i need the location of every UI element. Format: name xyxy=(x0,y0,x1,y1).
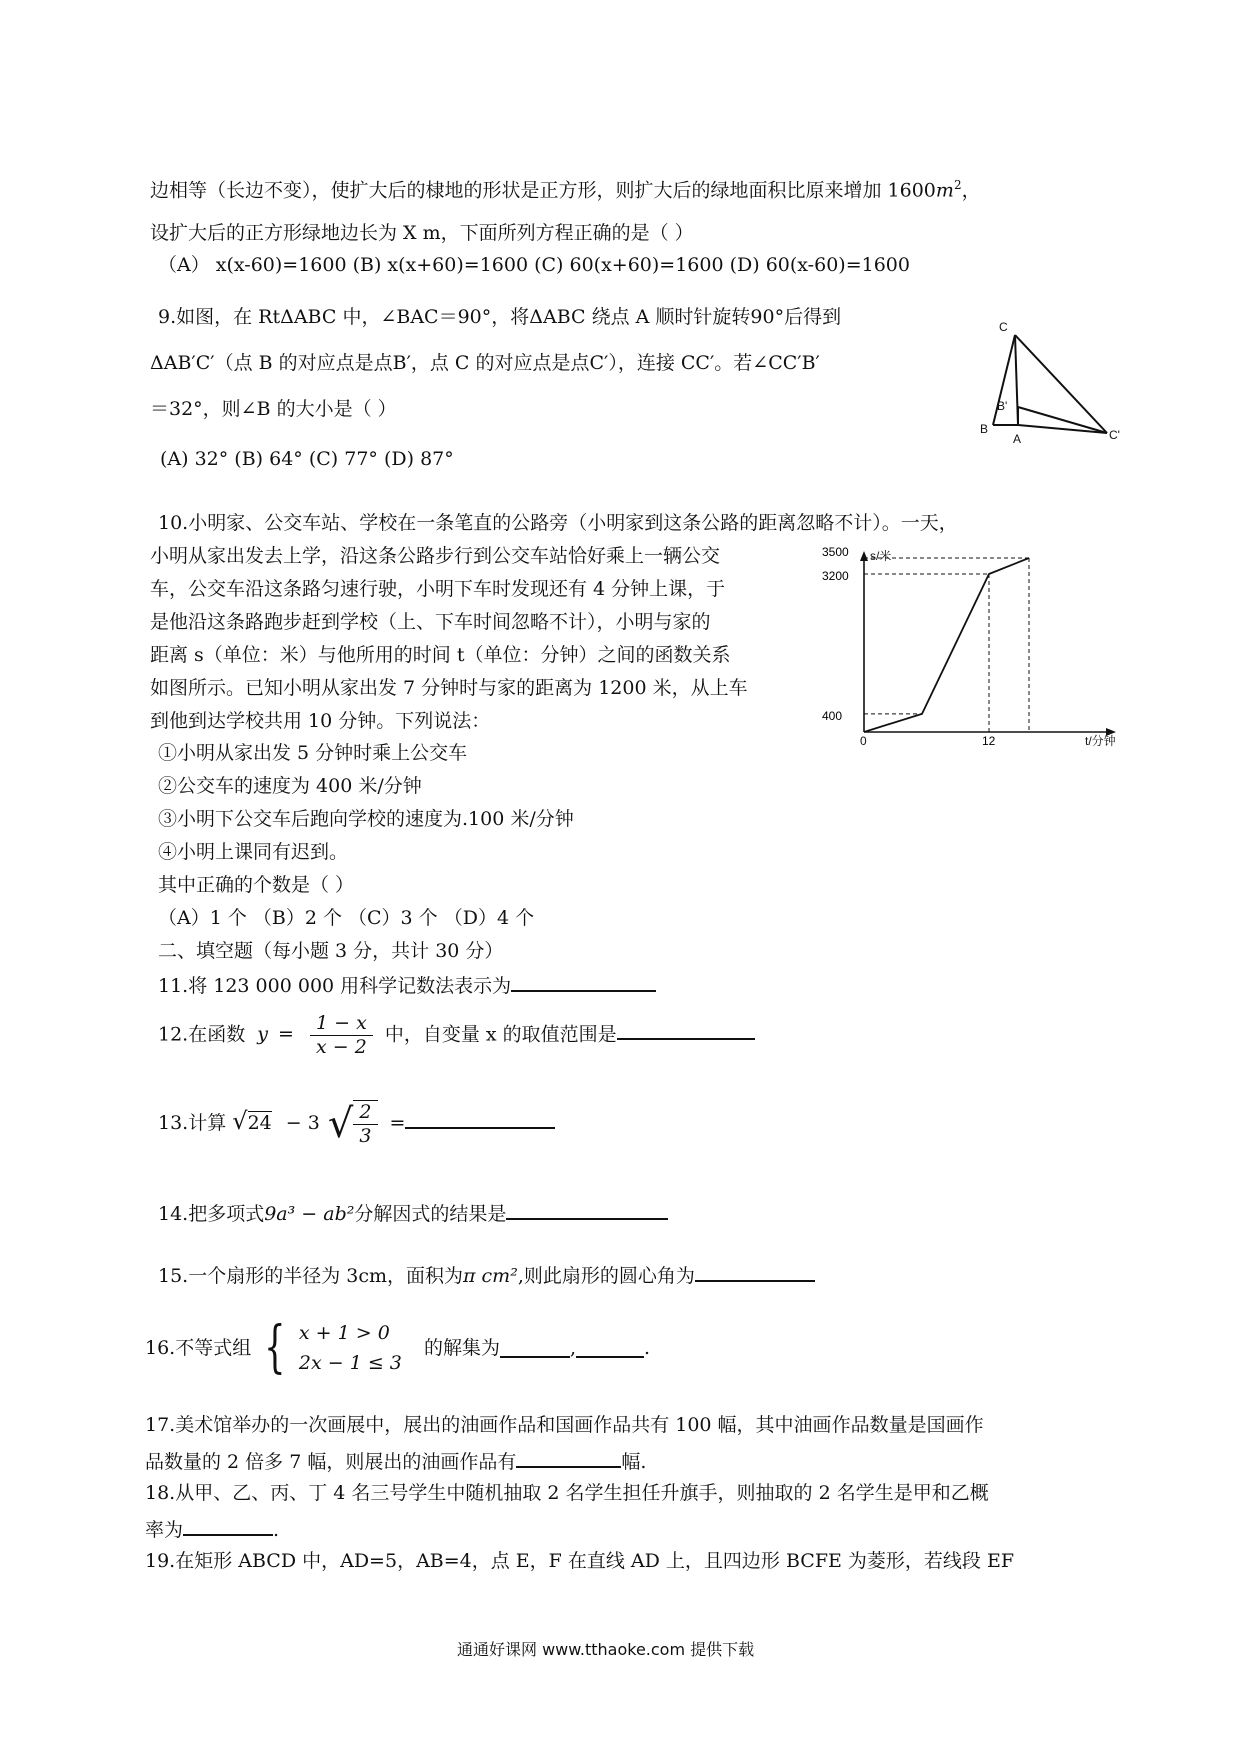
q16-brace: { xyxy=(264,1315,286,1381)
q17-answer-blank[interactable] xyxy=(516,1448,621,1468)
label-c1: C' xyxy=(1109,428,1120,442)
q14: 14.把多项式9a³ − ab²分解因式的结果是 xyxy=(158,1200,668,1226)
q14-answer-blank[interactable] xyxy=(506,1200,668,1220)
section2-heading: 二、填空题（每小题 3 分，共计 30 分） xyxy=(158,940,504,962)
q10-statement-2: ②公交车的速度为 400 米/分钟 xyxy=(158,775,422,797)
q11-answer-blank[interactable] xyxy=(511,972,656,992)
label-b1: B' xyxy=(997,399,1008,413)
q16-answer-blank-1[interactable] xyxy=(500,1338,570,1358)
triangle-figure xyxy=(975,315,1130,450)
x-tick-12: 12 xyxy=(982,734,996,748)
y-tick-3500: 3500 xyxy=(822,545,849,559)
y-axis-label: s/米 xyxy=(870,549,892,563)
q18-line1: 18.从甲、乙、丙、丁 4 名三号学生中随机抽取 2 名学生担任升旗手，则抽取的 2 名学生是甲和乙概 xyxy=(145,1482,989,1504)
q9-line3: ＝32°，则∠B 的大小是（ ） xyxy=(150,398,397,420)
q12-answer-blank[interactable] xyxy=(617,1020,755,1040)
label-a: A xyxy=(1013,432,1022,446)
distance-time-chart xyxy=(820,545,1140,760)
q15-answer-blank[interactable] xyxy=(695,1262,815,1282)
x-axis-label: t/分钟 xyxy=(1085,734,1116,748)
q16-answer-blank-2[interactable] xyxy=(576,1338,644,1358)
q16-system: x + 1 > 0 2x − 1 ≤ 3 xyxy=(298,1322,402,1375)
q15: 15.一个扇形的半径为 3cm，面积为π cm²,则此扇形的圆心角为 xyxy=(158,1262,815,1288)
q9-line1: 9.如图，在 RtΔABC 中，∠BAC＝90°，将ΔABC 绕点 A 顺时针旋转90°后得到 xyxy=(158,306,842,328)
q13: 13.计算 √24 − 3 √ $\frac{2}{3}$ = xyxy=(158,1100,555,1148)
y-tick-400: 400 xyxy=(822,708,843,723)
q10-line3: 车，公交车沿这条路匀速行驶，小明下车时发现还有 4 分钟上课，于 xyxy=(150,578,726,600)
q10-statement-3: ③小明下公交车后跑向学校的速度为.100 米/分钟 xyxy=(158,808,574,830)
y-tick-3200: 3200 xyxy=(822,569,849,583)
footer-source: 通通好课网 www.tthaoke.com 提供下载 xyxy=(457,1640,755,1659)
q12-fraction: $\frac{1 - x}{x - 2}$ xyxy=(310,1012,373,1059)
origin-label: 0 xyxy=(860,734,867,748)
q9-line2: ΔAB′C′（点 B 的对应点是点B′，点 C 的对应点是点C′），连接 CC′。若∠CC′B′ xyxy=(150,352,820,374)
q13-fraction: $\frac{2}{3}$ xyxy=(353,1100,377,1148)
q8-line1: 边相等（长边不变），使扩大后的棣地的形状是正方形，则扩大后的绿地面积比原来增加 $1600m^2$， xyxy=(150,178,981,202)
q9-options: (A) 32° (B) 64° (C) 77° (D) 87° xyxy=(160,448,454,470)
q11: 11.将 123 000 000 用科学记数法表示为 xyxy=(158,972,656,998)
q18-line2: 率为 . xyxy=(145,1516,279,1542)
q12: 12.在函数 y = $\frac{1 - x}{x - 2}$ 中，自变量 x 的取值范围是 xyxy=(158,1012,755,1059)
q10-ask: 其中正确的个数是（ ） xyxy=(158,874,355,896)
q13-answer-blank[interactable] xyxy=(405,1109,555,1129)
edge-cc1 xyxy=(1015,335,1107,433)
q10-line7: 到他到达学校共用 10 分钟。下列说法： xyxy=(150,710,491,732)
series-line xyxy=(864,558,1029,732)
q19: 19.在矩形 ABCD 中，AD=5，AB=4，点 E，F 在直线 AD 上，且四边形 BCFE 为菱形，若线段 EF xyxy=(145,1550,1015,1572)
q10-statement-1: ①小明从家出发 5 分钟时乘上公交车 xyxy=(158,742,468,764)
q10-line6: 如图所示。已知小明从家出发 7 分钟时与家的距离为 1200 米，从上车 xyxy=(150,677,748,699)
q10-line2: 小明从家出发去上学，沿这条公路步行到公交车站恰好乘上一辆公交 xyxy=(150,545,721,567)
label-b: B xyxy=(980,422,989,436)
y-axis-arrow xyxy=(860,551,868,561)
q10-line1: 10.小明家、公交车站、学校在一条笔直的公路旁（小明家到这条公路的距离忽略不计）。一天， xyxy=(158,512,958,534)
label-c: C xyxy=(999,320,1008,334)
q16: 16.不等式组 { x + 1 > 0 2x − 1 ≤ 3 的解集为 , . xyxy=(145,1315,651,1381)
q10-options: （A）1 个 （B）2 个 （C）3 个 （D）4 个 xyxy=(158,907,535,929)
q10-line5: 距离 s（单位：米）与他所用的时间 t（单位：分钟）之间的函数关系 xyxy=(150,644,731,666)
q8-options: （A） x(x-60)=1600 (B) x(x+60)=1600 (C) 60(x+60)=1600 (D) 60(x-60)=1600 xyxy=(158,254,910,276)
q8-line2: 设扩大后的正方形绿地边长为 X m，下面所列方程正确的是（ ） xyxy=(150,222,694,244)
q17-line2: 品数量的 2 倍多 7 幅，则展出的油画作品有 幅. xyxy=(145,1448,646,1474)
q17-line1: 17.美术馆举办的一次画展中，展出的油画作品和国画作品共有 100 幅，其中油画作品数量是国画作 xyxy=(145,1414,984,1436)
q10-line4: 是他沿这条路跑步赶到学校（上、下车时间忽略不计），小明与家的 xyxy=(150,611,711,633)
q18-answer-blank[interactable] xyxy=(183,1516,273,1536)
q10-statement-4: ④小明上课同有迟到。 xyxy=(158,841,349,863)
